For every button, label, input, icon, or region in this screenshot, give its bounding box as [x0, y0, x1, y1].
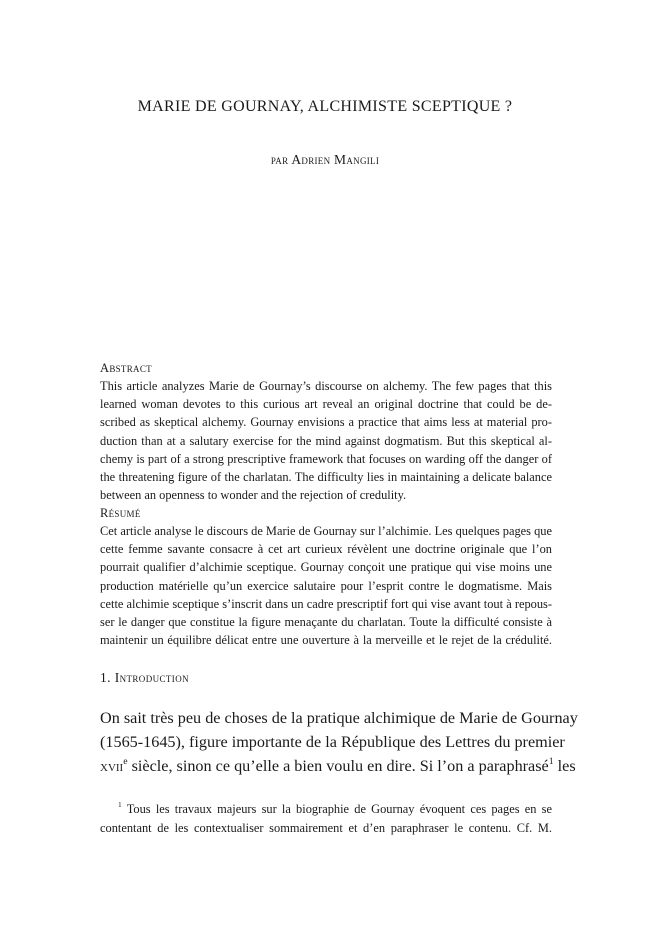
body-line-text: siècle, sinon ce qu’elle a bien voulu en dire. Si l’on a paraphrasé — [127, 757, 549, 775]
abstract-text — [100, 377, 552, 504]
abstract-line: learned woman devotes to this curious art reveal an original doctrine that could be de- — [100, 397, 552, 412]
article-author: par Adrien Mangili — [270, 152, 380, 167]
body-line — [100, 754, 576, 778]
introduction-body — [100, 706, 578, 778]
abstract-line: This article analyzes Marie de Gournay’s discourse on alchemy. The few pages that this — [100, 379, 552, 393]
resume-line: Cet article analyse le discours de Marie de Gournay sur l’alchimie. Les quelques pages que — [100, 524, 552, 538]
abstract-line: duction than at a salutary exercise for the mind against dogmatism. But this skeptical al- — [100, 433, 552, 448]
abstract-line: between an openness to wonder and the rejection of credulity. — [100, 488, 407, 503]
abstract-line: chemy is part of a strong prescriptive framework that focuses on warding off the danger of — [100, 451, 552, 466]
abstract-section — [100, 361, 552, 504]
resume-section — [100, 506, 552, 649]
resume-line: maintenir un équilibre délicat entre une ouverture à la merveille et le rejet de la crédulité. — [100, 633, 552, 648]
century-numeral: xvii — [100, 757, 124, 775]
body-line: On sait très peu de choses de la pratique alchimique de Marie de Gournay — [100, 709, 578, 727]
footnote-text: Tous les travaux majeurs sur la biographie de Gournay évoquent ces pages en se — [121, 802, 552, 816]
resume-line: cette femme savante consacre à cet art curieux révèlent une doctrine originale que l’on — [100, 542, 552, 557]
body-line-end: les — [553, 757, 576, 775]
introduction-heading: 1. Introduction — [100, 670, 189, 685]
footnote-line: contentant de les contextualiser sommairement et d’en paraphraser le contenu. Cf. M. — [100, 821, 552, 835]
footnote — [100, 800, 552, 838]
footnote-reference[interactable]: 1 — [548, 755, 554, 767]
resume-line: production matérielle qu’un exercice salutaire pour l’esprit contre le dogmatisme. Mais — [100, 578, 552, 593]
resume-label: Résumé — [100, 506, 141, 520]
resume-line: pourrait qualifier d’alchimie sceptique. Gournay conçoit une pratique qui vise moins une — [100, 560, 552, 575]
resume-line: cette alchimie sceptique s’inscrit dans un cadre prescriptif fort qui vise avant tout à repous- — [100, 596, 552, 611]
abstract-line: scribed as skeptical alchemy. Gournay envisions a practice that aims less at material pro- — [100, 415, 552, 430]
abstract-line: the threatening figure of the charlatan. The difficulty lies in maintaining a delicate balance — [100, 470, 552, 485]
resume-text — [100, 522, 552, 649]
resume-line: ser le danger que constitue la figure menaçante du charlatan. Toute la difficulté consiste à — [100, 615, 552, 630]
footnote-line — [100, 800, 552, 819]
century-superscript: e — [123, 755, 128, 767]
body-line: (1565-1645), figure importante de la République des Lettres du premier — [100, 733, 565, 751]
article-title: MARIE DE GOURNAY, ALCHIMISTE SCEPTIQUE ? — [137, 98, 513, 115]
abstract-label: Abstract — [100, 361, 152, 375]
footnote-number: 1 — [118, 800, 122, 810]
